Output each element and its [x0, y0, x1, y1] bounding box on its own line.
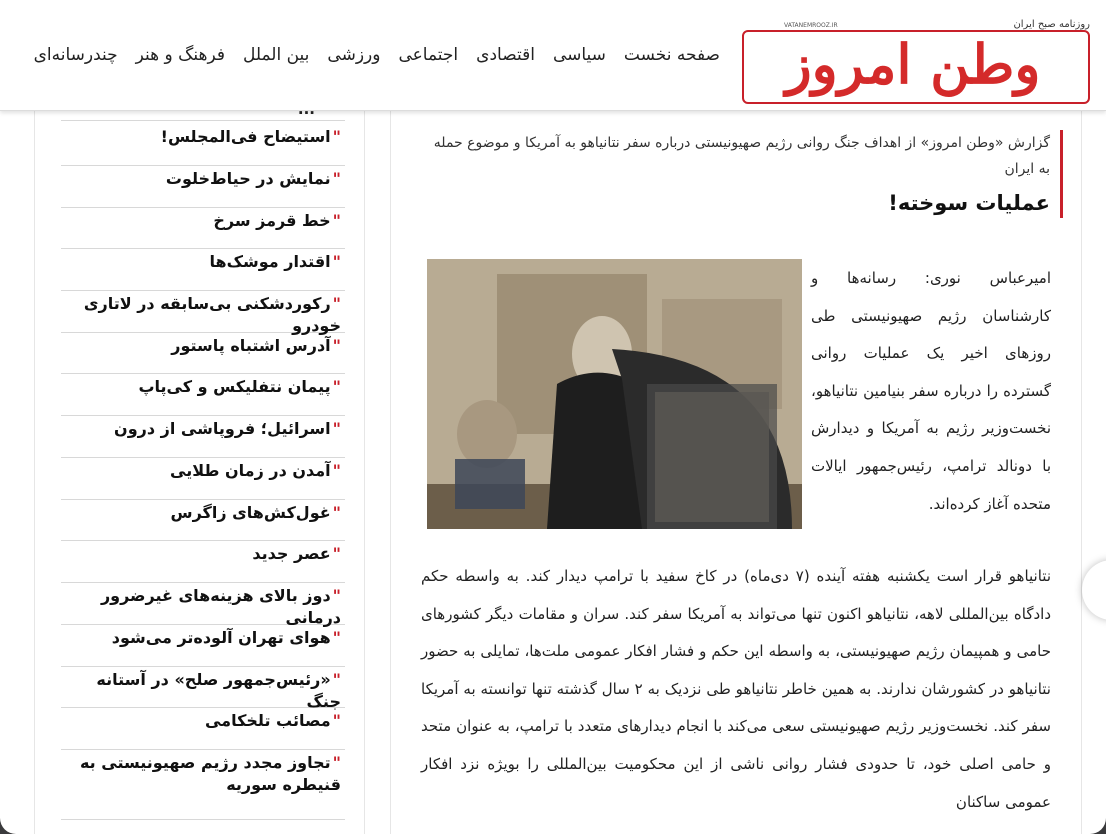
article-lead: [433, 130, 1063, 218]
article-title: عملیات سوخته!: [888, 191, 1050, 215]
list-item[interactable]: "آدرس اشتباه پاستور: [61, 333, 345, 374]
nav-economy[interactable]: اقتصادی: [476, 45, 535, 65]
quote-icon: ": [332, 461, 341, 480]
photo-illustration: [427, 259, 802, 529]
nav-sports[interactable]: ورزشی: [327, 45, 381, 65]
nav-social[interactable]: اجتماعی: [398, 45, 459, 65]
related-news-sidebar: [34, 110, 365, 834]
nav-international[interactable]: بین الملل: [242, 45, 310, 65]
list-item[interactable]: "«رئیس‌جمهور صلح» در آستانه جنگ: [61, 667, 345, 708]
site-logo[interactable]: [740, 14, 1090, 106]
quote-icon: ": [332, 294, 341, 313]
nav-culture[interactable]: فرهنگ و هنر: [135, 45, 225, 65]
list-item[interactable]: "آمدن در زمان طلایی: [61, 458, 345, 500]
list-item[interactable]: "استیضاح فی‌المجلس!: [61, 124, 345, 166]
list-item[interactable]: "رکوردشکنی بی‌سابقه در لاتاری خودرو: [61, 291, 345, 333]
quote-icon: ": [332, 127, 341, 146]
quote-icon: ": [332, 628, 341, 647]
list-item[interactable]: "دوز بالای هزینه‌های غیرضرور درمانی: [61, 583, 345, 625]
nav-home[interactable]: صفحه نخست: [623, 45, 720, 65]
logo-tagline: روزنامه صبح ایران: [1013, 19, 1090, 30]
list-item[interactable]: "مصائب تلخکامی: [61, 708, 345, 750]
nav-multimedia[interactable]: چندرسانه‌ای: [33, 45, 118, 65]
quote-icon: ": [332, 711, 341, 730]
list-item[interactable]: "غول‌کش‌های زاگرس: [61, 500, 345, 541]
quote-icon: ": [332, 586, 341, 605]
quote-icon: ": [332, 503, 341, 522]
list-item[interactable]: "عصر جدید: [61, 541, 345, 583]
list-item[interactable]: "خط قرمز سرخ: [61, 208, 345, 249]
article-subtitle: گزارش «وطن امروز» از اهداف جنگ روانی رژیم صهیونیستی درباره سفر نتانیاهو به آمریکا و موضوع حمله به ایران: [433, 135, 1050, 177]
quote-icon: ": [332, 336, 341, 355]
main-nav: [34, 40, 720, 70]
article-paragraph-2: نتانیاهو قرار است یکشنبه هفته آینده (۷ دی‌ماه) در کاخ سفید با ترامپ دیدار کند. به واسطه حکم دادگاه بین‌المللی لاهه، نتانیاهو اکنون تنها می‌تواند به آمریکا سفر کند. سران و مقامات دیگر کشورهای حامی و همپیمان رژیم صهیونیستی، به واسطه این حکم و فشار افکار عمومی ملت‌ها، تمایلی به حضور نتانیاهو در کشورشان ندارند. به همین خاطر نتانیاهو طی نزدیک به ۲ سال گذشته تنها توانسته به آمریکا سفر کند. نخست‌وزیر رژیم صهیونیستی سعی می‌کند با انجام دیدارهای متعدد با ترامپ، به عنوان متحد و حامی اصلی خود، تا حدودی فشار روانی ناشی از این محکومیت بین‌المللی را بویژه نزد افکار عمومی ساکنان: [421, 567, 1052, 811]
sidebar-list: [61, 124, 345, 820]
list-item[interactable]: "تجاوز مجدد رژیم صهیونیستی به قنیطره سوریه: [61, 750, 345, 820]
list-item[interactable]: "هوای تهران آلوده‌تر می‌شود: [61, 625, 345, 667]
logo-url: VATANEMROOZ.IR: [784, 22, 838, 29]
list-item[interactable]: "اسرائیل؛ فروپاشی از درون: [61, 416, 345, 458]
quote-icon: ": [332, 169, 341, 188]
article-photo[interactable]: [427, 259, 802, 529]
list-item[interactable]: "پیمان نتفلیکس و کی‌پاپ: [61, 374, 345, 416]
quote-icon: ": [332, 211, 341, 230]
quote-icon: ": [332, 252, 341, 271]
quote-icon: ": [332, 670, 341, 689]
list-item[interactable]: "نمایش در حیاط‌خلوت: [61, 166, 345, 208]
logo-text: وطن امروز: [785, 32, 1041, 96]
nav-politics[interactable]: سیاسی: [552, 45, 606, 65]
quote-icon: ": [332, 377, 341, 396]
article-content: [390, 110, 1082, 834]
list-item[interactable]: "اقتدار موشک‌ها: [61, 249, 345, 291]
quote-icon: ": [332, 419, 341, 438]
article-paragraph-1: امیرعباس نوری: رسانه‌ها و کارشناسان رژیم صهیونیستی طی روزهای اخیر یک عملیات روانی گسترده را درباره سفر بنیامین نتانیاهو، نخست‌وزیر رژیم به آمریکا و دیدارش با دونالد ترامپ، رئیس‌جمهور ایالات متحده آغاز کرده‌اند.: [811, 269, 1051, 513]
scroll-button[interactable]: [1082, 560, 1106, 620]
site-header: [0, 0, 1106, 111]
quote-icon: ": [332, 544, 341, 563]
quote-icon: ": [332, 753, 341, 772]
